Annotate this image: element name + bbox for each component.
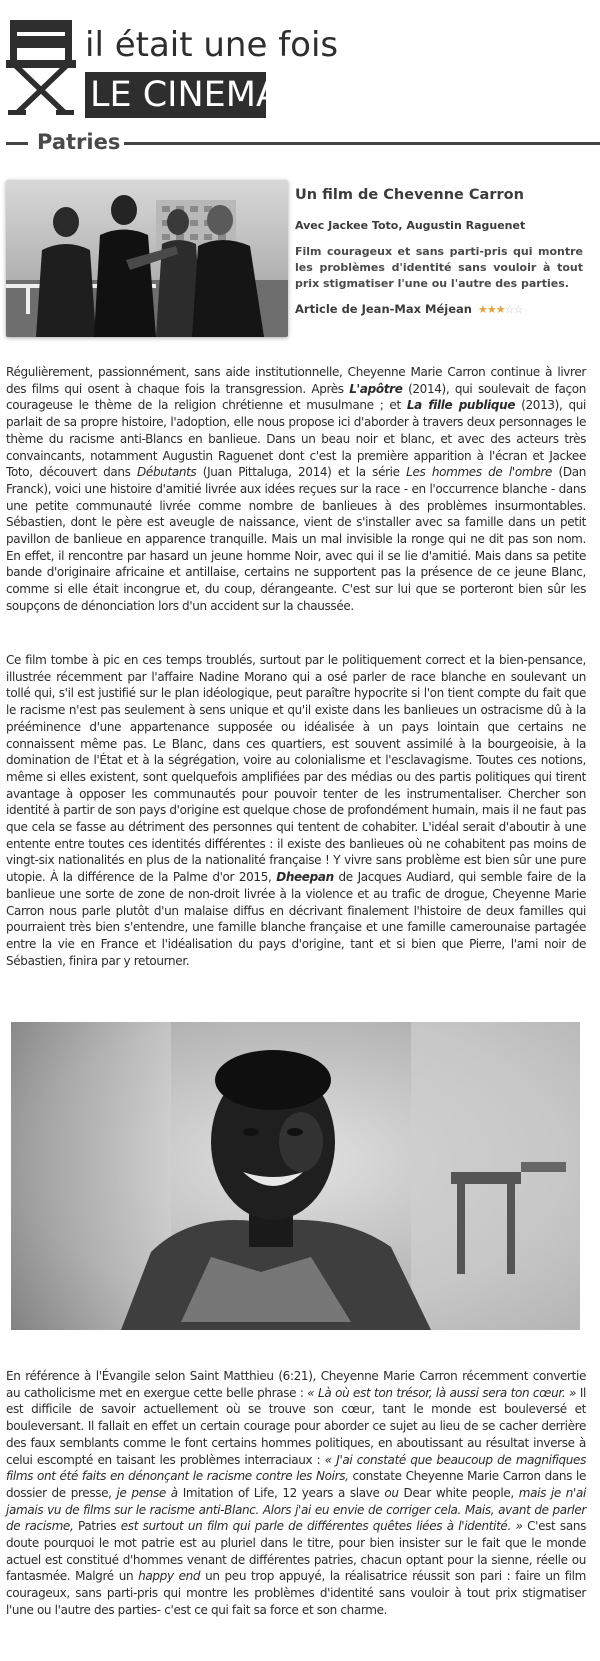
text-run: est surtout un film qui parle de différentes quêtes liées à l'identité. » (120, 1519, 523, 1534)
logo-text-line2: LE CINEMA (90, 75, 280, 115)
text-run: ou (384, 1485, 399, 1500)
film-still-large-image (11, 1022, 580, 1330)
text-run: (2013), qui parlait de sa propre histoire, l'adoption, elle nous propose ici d'aborder à travers deux personnages le thème du racisme anti-Blancs en banlieue. Dans un beau noir et blanc, et avec des acteurs très convaincants, notamment Augustin Raguenet dont c'est la première apparition à l'écran et Jackee Toto, découvert dans (6, 398, 586, 480)
text-run: En référence à l'Évangile selon Saint Matthieu (6:21), Cheyenne Marie Carron récemment convertie au catholicisme met en exergue cette belle phrase : (6, 1369, 586, 1400)
film-meta (295, 185, 583, 318)
star-empty-icon: ☆☆ (504, 303, 523, 316)
text-run: Ce film tombe à pic en ces temps troublés, surtout par le politiquement correct et la bien-pensance, illustrée récemment par l'affaire Nadine Morano qui a osé parler de race blanche en soulevant un tollé qui, s'il est justifié sur le plan idéologique, peut paraître hypocrite si l'on tient compte du fait que le racisme n'est pas seulement à sens unique et qu'il existe dans les banlieues un ostracisme dû à la prééminence d'une appartenance supposée ou idéalisée à un pays lointain que certains ne connaissent même pas. Le Blanc, dans ces quartiers, est souvent assimilé à la bourgeoisie, à la domination de l'État et à la ségrégation, voire au colonialisme et l'esclavagisme. Toutes ces notions, même si elles existent, sont quelquefois amplifiées par des médias ou des partis politiques qui tirent avantage à opposer les communautés pour pouvoir tenter de les instrumentaliser. Chercher son identité à partir de son pays d'origine est quelque chose de profondément humain, mais il ne faut pas que cela se fasse au détriment des personnes qui tentent de cohabiter. L'idéal serait d'aboutir à une entente entre toutes ces identités différentes : il existe des banlieues où ne cohabitent pas moins de vingt-six nationalités en plus de la nationalité française ! Y vivre sans problème est bien sûr une pure utopie. À la différence de la Palme d'or 2015, (6, 653, 586, 885)
rating-stars (478, 303, 522, 316)
text-run: happy end (138, 1569, 201, 1584)
page-title: Patries (37, 130, 121, 154)
text-run: je pense à (116, 1485, 178, 1500)
text-run: Il est difficile de savoir actuellement où se trouve son cœur, tant le monde est bouleversé et bouleversant. Il fallait en effet un certain courage pour aborder ce sujet au lieu de se cacher derrière des faux semblants comme le font certains hommes politiques, en aboutissant au résultat inverse à celui escompté en taisant les problèmes interraciaux : (6, 1385, 587, 1467)
article-author-text: Article de Jean-Max Méjean (295, 302, 472, 316)
text-run: Dear white people, (398, 1485, 519, 1500)
film-summary: Film courageux et sans parti-pris qui montre les problèmes d'identité sans vouloir à tout prix stigmatiser l'une ou l'autre des parties. (295, 245, 583, 290)
text-run: « Là où est ton trésor, là aussi sera ton cœur. » (307, 1385, 577, 1400)
text-run: de Jacques Audiard, qui semble faire de la banlieue une sorte de zone de non-droit livrée à la violence et au trafic de drogue, Cheyenne Marie Carron nous parle plutôt d'un malaise diffus en décrivant finalement l'histoire de deux familles qui pourraient très bien s'entendre, une famille blanche française et une famille camerounaise partagée entre la vie en France et l'idéalisation du pays d'origine, tant et si bien que Pierre, l'ami noir de Sébastien, finira par y retourner. (6, 870, 586, 968)
text-run: un peu trop appuyé, la réalisatrice réussit son pari : faire un film courageux, sans parti-pris qui montre les problèmes d'identité sans vouloir à tout prix stigmatiser l'une ou l'autre des parties- c'est ce qui fait sa force et son charme. (6, 1569, 586, 1617)
star-icon: ★★★ (477, 303, 505, 316)
film-still-image (6, 180, 288, 337)
article-paragraph-1 (6, 364, 586, 615)
heading-rule-right (124, 142, 600, 145)
text-run: mais je n'ai jamais vu de films sur le racisme anti-Blanc. Alors j'ai eu envie de corriger cela. Mais, avant de parler de racisme, (6, 1485, 586, 1534)
text-run: (2014), qui soulevait de façon courageuse le thème de la religion chrétienne et musulmane ; et (6, 381, 586, 413)
article-paragraph-2 (6, 652, 586, 969)
article-author (295, 301, 583, 318)
text-run: Débutants (137, 465, 197, 480)
film-cast: Avec Jackee Toto, Augustin Raguenet (295, 219, 526, 232)
text-run: constate Cheyenne Marie Carron dans le dossier de presse, (6, 1469, 586, 1500)
text-run: Dheepan (276, 870, 334, 885)
text-run: (Dan Franck), voici une histoire d'amitié livrée aux idées reçues sur la race - en l'occurrence blanche - dans une petite communauté livrée comme nombre de banlieues à des problèmes insurmontables. Sébastien, dont le père est aveugle de naissance, vient de s'installer avec sa famille dans un petit pavillon de banlieue en apparence tranquille. Mais un mal invisible la ronge qui ne dit pas son nom. En effet, il rencontre par hasard un jeune homme Noir, avec qui il se lie d'amitié. Mais dans sa petite bande d'originaire africaine et antillaise, certains ne supportent pas la présence de ce jeune Blanc, comme si elle était incongrue et, du coup, dérangeante. C'est sur lui que se porteront bien sûr les soupçons de dénonciation lors d'un accident sur la chaussée. (6, 465, 586, 613)
text-run: C'est sans doute pourquoi le mot patrie est au pluriel dans le titre, pour bien insister sur le fait que le monde actuel est constitué d'hommes venant de différentes patries, chacun optant pour la sienne, réelle ou fantasmée. Malgré un (6, 1519, 586, 1584)
heading-rule-left (6, 142, 28, 145)
text-run: La fille publique (406, 398, 516, 413)
section-heading (6, 128, 596, 158)
directors-chair-icon (6, 20, 76, 116)
logo-text-line1: il était une fois (85, 25, 339, 65)
site-logo[interactable] (6, 12, 339, 118)
film-still-large-group (11, 1022, 580, 1330)
film-director: Un film de Chevenne Carron (295, 187, 524, 203)
text-run: « J'ai constaté que beaucoup de magnifiques films ont été faits en dénonçant le racisme contre les Noirs, (6, 1452, 586, 1484)
text-run: Régulièrement, passionnément, sans aide institutionnelle, Cheyenne Marie Carron continue à livrer des films qui osent à chaque fois la transgression. Après (6, 365, 586, 396)
article-paragraph-3 (6, 1368, 586, 1619)
film-still-group (6, 180, 288, 337)
text-run: (Juan Pittaluga, 2014) et la série (196, 465, 407, 480)
text-run: L'apôtre (349, 381, 403, 396)
text-run: Les hommes de l'ombre (406, 465, 553, 480)
text-run: Imitation of Life, 12 years a slave (177, 1485, 385, 1500)
text-run: Patries (73, 1519, 121, 1534)
